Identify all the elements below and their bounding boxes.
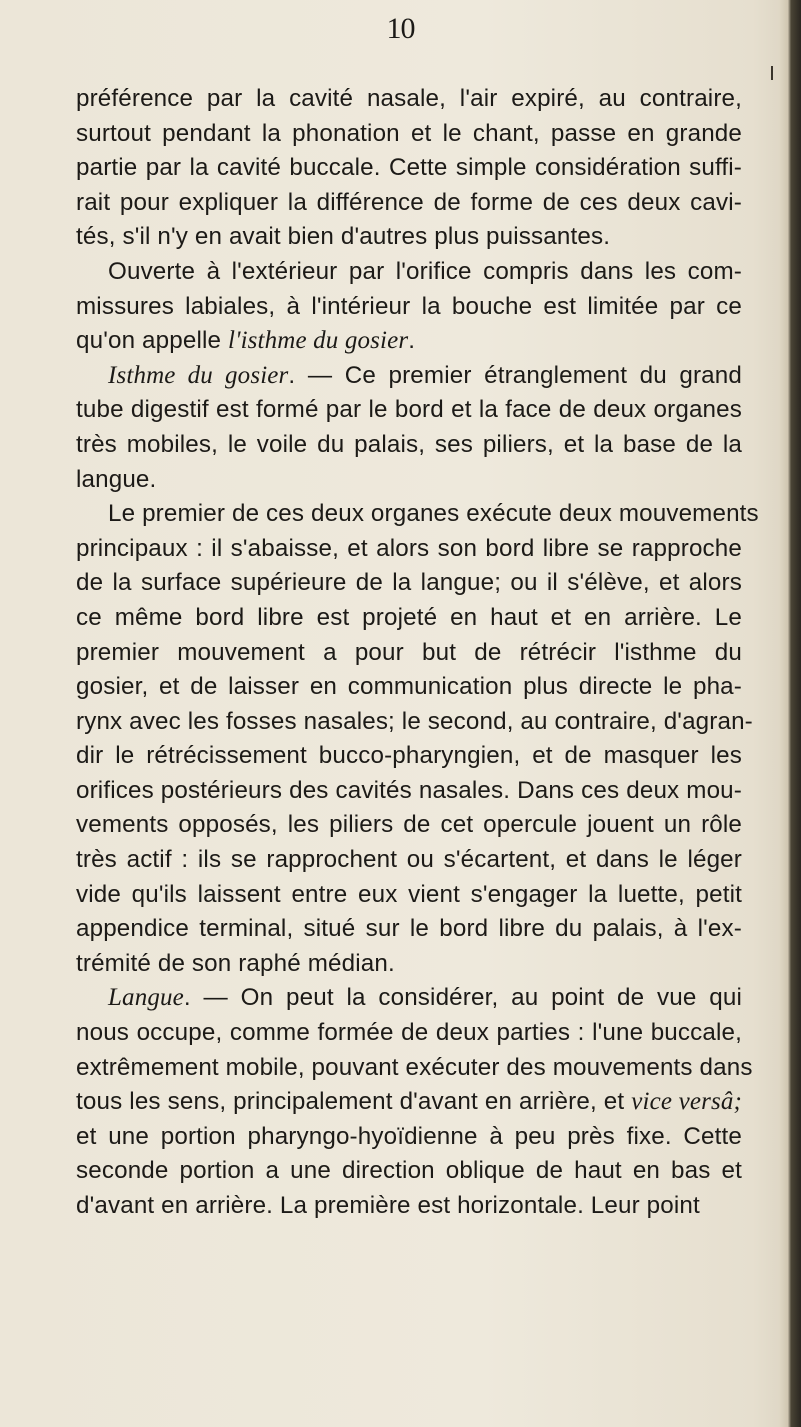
line-text: surtout pendant la phonation et le chant, passe en grande [76, 119, 742, 147]
text-line [76, 981, 742, 1016]
text-line [76, 359, 742, 394]
text-line [76, 220, 742, 255]
text-line [76, 1085, 742, 1120]
text-line [76, 878, 742, 913]
text-line [76, 463, 742, 498]
line-text: vements opposés, les piliers de cet opercule jouent un rôle [76, 811, 742, 839]
text-line [76, 739, 742, 774]
text-line [76, 497, 759, 532]
line-text: langue. [76, 465, 157, 493]
line-text: . [408, 327, 416, 355]
text-line [76, 947, 742, 982]
line-text: . — Ce premier étranglement du grand [288, 361, 742, 389]
body-text [76, 82, 759, 1224]
line-text: vide qu'ils laissent entre eux vient s'engager la luette, petit [76, 880, 742, 908]
italic-term: vice versâ; [631, 1088, 742, 1116]
text-line [76, 532, 742, 567]
text-line [76, 843, 742, 878]
line-text: d'avant en arrière. La première est horizontale. Leur point [76, 1192, 700, 1219]
line-text: missures labiales, à l'intérieur la bouche est limitée par ce [76, 292, 742, 320]
text-line [76, 1189, 742, 1224]
text-line [76, 774, 742, 809]
italic-term: Langue [108, 984, 184, 1012]
text-line [76, 1120, 742, 1155]
line-text: Ouverte à l'extérieur par l'orifice compris dans les com- [108, 257, 742, 285]
line-text: partie par la cavité buccale. Cette simple considération suffi- [76, 154, 742, 182]
text-line [76, 151, 742, 186]
line-text: et une portion pharyngo-hyoïdienne à peu près fixe. Cette [76, 1122, 742, 1150]
page-edge-shadow [779, 0, 801, 1427]
line-text: gosier, et de laisser en communication plus directe le pha- [76, 673, 742, 701]
text-line [76, 290, 742, 325]
line-text: tous les sens, principalement d'avant en arrière, et [76, 1088, 632, 1116]
text-line [76, 82, 742, 117]
italic-term: Isthme du gosier [108, 361, 289, 389]
text-line [76, 428, 742, 463]
line-text: . — On peut la considérer, au point de vue qui [183, 984, 742, 1012]
line-text: rait pour expliquer la différence de forme de ces deux cavi- [76, 188, 742, 216]
text-line [76, 808, 742, 843]
line-text: très mobiles, le voile du palais, ses piliers, et la base de la [76, 430, 742, 458]
text-line [76, 1154, 742, 1189]
line-text: qu'on appelle [76, 327, 228, 355]
text-line [76, 393, 742, 428]
line-text: tube digestif est formé par le bord et la face de deux organes [76, 396, 742, 424]
italic-term: l'isthme du gosier [227, 327, 409, 355]
text-line [76, 186, 742, 221]
line-text: préférence par la cavité nasale, l'air expiré, au contraire, [76, 85, 742, 112]
text-line [76, 1016, 742, 1051]
text-line [76, 117, 742, 152]
line-text: très actif : ils se rapprochent ou s'écartent, et dans le léger [76, 846, 742, 874]
line-text: tés, s'il n'y en avait bien d'autres plus puissantes. [76, 223, 611, 251]
line-text: orifices postérieurs des cavités nasales. Dans ces deux mou- [76, 776, 742, 804]
page-number: 10 [386, 12, 415, 45]
text-line [76, 636, 742, 671]
line-text: trémité de son raphé médian. [76, 949, 395, 977]
line-text: rynx avec les fosses nasales; le second, au contraire, d'agran- [76, 707, 753, 735]
line-text: de la surface supérieure de la langue; ou il s'élève, et alors [76, 569, 742, 597]
line-text: dir le rétrécissement bucco-pharyngien, et de masquer les [76, 742, 742, 770]
line-text: ce même bord libre est projeté en haut et en arrière. Le [76, 603, 742, 631]
text-line [76, 670, 742, 705]
text-line [76, 566, 742, 601]
text-line [76, 324, 742, 359]
line-text: nous occupe, comme formée de deux parties : l'une buccale, [76, 1019, 742, 1047]
text-line [76, 601, 742, 636]
line-text: extrêmement mobile, pouvant exécuter des mouvements dans [76, 1053, 753, 1081]
text-line [76, 705, 753, 740]
text-line [76, 1051, 753, 1086]
line-text: principaux : il s'abaisse, et alors son bord libre se rapproche [76, 534, 742, 562]
margin-mark [771, 66, 773, 80]
line-text: appendice terminal, situé sur le bord libre du palais, à l'ex- [76, 915, 742, 943]
line-text: premier mouvement a pour but de rétrécir l'isthme du [76, 638, 742, 666]
text-line [76, 255, 742, 290]
line-text: seconde portion a une direction oblique de haut en bas et [76, 1157, 742, 1185]
text-line [76, 912, 742, 947]
line-text: Le premier de ces deux organes exécute deux mouvements [108, 500, 759, 528]
